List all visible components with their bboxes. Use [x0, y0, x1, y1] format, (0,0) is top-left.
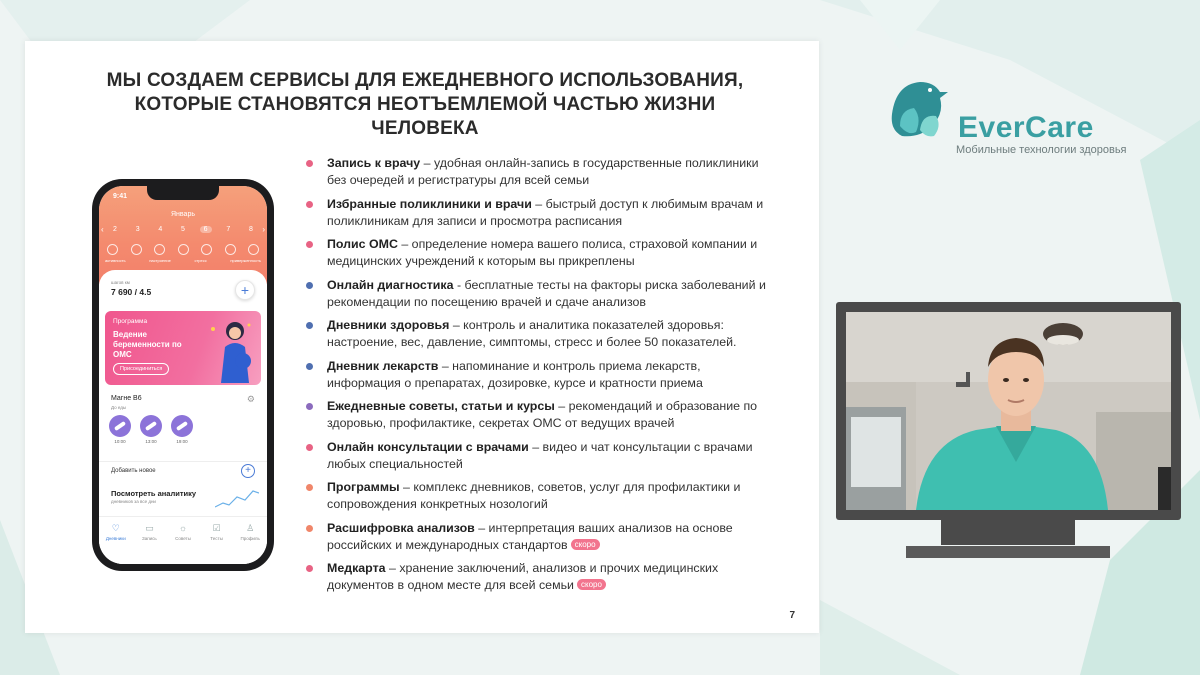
phone-day: 3: [135, 226, 140, 233]
phone-add-new-row: [99, 461, 267, 481]
slide-title-line-2: КОТОРЫЕ СТАНОВЯТСЯ НЕОТЪЕМЛЕМОЙ ЧАСТЬЮ ЖИЗНИ ЧЕЛОВЕКА: [134, 94, 716, 139]
logo-wordmark: EverCare: [958, 111, 1094, 144]
dose-time: 19:00: [176, 439, 188, 444]
phone-day: 5: [181, 226, 185, 233]
phone-stats-value: 7 690 / 4.5: [111, 287, 152, 297]
phone-day: 4: [158, 226, 163, 233]
legend-item: приверженность: [230, 258, 261, 263]
medicine-schedule: [109, 415, 193, 444]
medicine-name: Магне В6: [111, 395, 142, 402]
activity-icon: [107, 244, 118, 255]
phone-month: Январь: [171, 211, 195, 218]
feature-title: Избранные поликлиники и врачи: [327, 196, 532, 211]
tab-label: Дневники: [105, 536, 126, 541]
tab-label: Профиль: [240, 536, 260, 541]
phone-day-current: 6: [200, 226, 212, 233]
bulb-icon: ☼: [178, 523, 188, 533]
bullet-dot-icon: [306, 565, 313, 572]
feature-title: Дневник лекарств: [327, 358, 439, 373]
bullet-dot-icon: [306, 484, 313, 491]
phone-stats-label: шагов км: [111, 280, 130, 285]
feature-item: [306, 236, 776, 277]
bullet-dot-icon: [306, 201, 313, 208]
analytics-chart-icon: [215, 487, 259, 511]
feature-item: [306, 358, 776, 399]
calendar-icon: ▭: [145, 523, 154, 533]
chevron-left-icon: ‹: [101, 225, 104, 234]
feature-title: Дневники здоровья: [327, 318, 450, 332]
phone-day: 7: [226, 226, 231, 233]
feature-title: Полис ОМС: [327, 237, 398, 251]
feature-title: Онлайн консультации с врачами: [327, 439, 529, 454]
banner-title: Ведение беременности по ОМС: [113, 330, 182, 359]
phone-program-banner: [105, 311, 261, 385]
phone-mockup: [92, 179, 274, 571]
pill-dose: [140, 415, 162, 444]
slide-title: [85, 69, 765, 141]
checkbox-icon: ☑: [212, 523, 221, 533]
phone-analytics-card: [99, 483, 267, 515]
pill-icon: [140, 415, 162, 437]
feature-item: [306, 439, 776, 480]
plus-icon: +: [241, 464, 255, 478]
bullet-dot-icon: [306, 282, 313, 289]
bullet-dot-icon: [306, 403, 313, 410]
gear-icon: ⚙: [246, 394, 255, 404]
feature-item: [306, 317, 776, 358]
pill-icon: [171, 415, 193, 437]
metric-icon: [154, 244, 165, 255]
bullet-dot-icon: [306, 241, 313, 248]
video-feed-monitor: [836, 302, 1181, 520]
slide-title-line-1: МЫ СОЗДАЕМ СЕРВИСЫ ДЛЯ ЕЖЕДНЕВНОГО ИСПОЛЬЗОВАНИЯ,: [106, 70, 744, 91]
phone-day: 8: [248, 226, 253, 233]
phone-tab-profile: [236, 523, 264, 564]
plus-icon: +: [235, 280, 255, 300]
feature-description: – определение номера вашего полиса, страховой компании и медицинских учреждений к которым вы прикреплены: [327, 237, 758, 268]
phone-tab-tests: [203, 523, 231, 564]
pill-dose: [171, 415, 193, 444]
feature-description: – видео и чат консультации с врачами любых специальностей: [327, 439, 753, 471]
feature-item: [306, 398, 776, 439]
banner-tag: Программа: [113, 318, 148, 325]
feature-description: - бесплатные тесты на факторы риска заболеваний и рекомендации по посещению врачей и сдаче анализов: [327, 277, 766, 309]
phone-status-time: 9:41: [113, 193, 128, 200]
analytics-subtitle: дневников за все дни: [111, 499, 156, 504]
legend-item: активность: [105, 258, 126, 263]
phone-tab-tips: [169, 523, 197, 564]
feature-item: [306, 560, 776, 601]
phone-tab-bar: [99, 516, 267, 564]
feature-title: Расшифровка анализов: [327, 520, 475, 535]
tab-label: Запись: [142, 536, 157, 541]
add-new-label: Добавить новое: [111, 468, 156, 474]
phone-tab-appointment: [135, 523, 163, 564]
feature-list: [306, 155, 776, 601]
user-icon: ♙: [246, 523, 255, 533]
feature-description: – быстрый доступ к любимым врачам и поликлиникам для записи и просмотра расписания: [327, 196, 764, 228]
bullet-dot-icon: [306, 160, 313, 167]
feature-description: – хранение заключений, анализов и прочих медицинских документов в одном месте для всей семьи: [327, 561, 719, 592]
feature-item: [306, 277, 776, 318]
medicine-note: До еды: [111, 405, 127, 410]
heart-icon: ♡: [111, 523, 120, 533]
feature-description: – рекомендаций и образование по здоровью, профилактике, секретах ОМС от ведущих врачей: [327, 399, 758, 430]
dose-time: 13:00: [145, 439, 157, 444]
feature-title: Медкарта: [327, 561, 386, 575]
phone-metric-icons: [107, 244, 259, 255]
feature-item: [306, 520, 776, 561]
monitor-stand-neck: [941, 520, 1075, 545]
phone-days-row: [109, 226, 257, 233]
tab-label: Советы: [175, 536, 191, 541]
bullet-dot-icon: [306, 322, 313, 329]
soon-badge: скоро: [571, 539, 600, 550]
page-number: 7: [789, 610, 795, 621]
phone-screen: [99, 186, 267, 564]
phone-day: 2: [113, 226, 117, 233]
feature-description: – комплекс дневников, советов, услуг для профилактики и сопровождения конкретных нозологий: [327, 480, 741, 511]
tab-label: Тесты: [210, 536, 223, 541]
feature-description: – контроль и аналитика показателей здоровья: настроение, вес, давление, симптомы, стресс и более 50 показателей.: [327, 318, 737, 349]
feature-item: [306, 479, 776, 520]
logo-tagline: Мобильные технологии здоровья: [956, 144, 1127, 156]
feature-item: [306, 196, 776, 237]
feature-item: [306, 155, 776, 196]
phone-tab-diaries: [102, 523, 130, 564]
presentation-slide: [25, 41, 819, 633]
legend-item: стресс: [194, 258, 207, 263]
monitor-stand-base: [906, 546, 1110, 558]
feature-title: Онлайн диагностика: [327, 277, 454, 292]
analytics-title: Посмотреть аналитику: [111, 489, 197, 498]
metric-icon: [225, 244, 236, 255]
chevron-right-icon: ›: [262, 225, 265, 234]
pill-dose: [109, 415, 131, 444]
phone-medicine-card: [99, 389, 267, 459]
evercare-logo: [886, 78, 1136, 160]
banner-join-button: Присоединиться: [113, 363, 169, 375]
metric-icon: [248, 244, 259, 255]
phone-legend: [105, 258, 261, 263]
metric-icon: [178, 244, 189, 255]
metric-icon: [201, 244, 212, 255]
pregnant-woman-illustration-icon: [205, 317, 255, 383]
bullet-dot-icon: [306, 363, 313, 370]
feature-description: – напоминание и контроль приема лекарств, информация о препаратах, дозировке, курсе и кратности приема: [327, 358, 703, 390]
feature-title: Ежедневные советы, статьи и курсы: [327, 399, 555, 413]
feature-description: – удобная онлайн-запись в государственные поликлиники без очередей и регистратуры для всей семьи: [327, 156, 759, 187]
bullet-dot-icon: [306, 525, 313, 532]
dose-time: 10:00: [114, 439, 126, 444]
speaker-video-frame: [846, 312, 1171, 510]
bullet-dot-icon: [306, 444, 313, 451]
soon-badge: скоро: [577, 579, 606, 590]
speaker-video: [846, 312, 1171, 510]
pill-icon: [109, 415, 131, 437]
mood-icon: [131, 244, 142, 255]
phone-notch: [147, 186, 219, 200]
feature-title: Запись к врачу: [327, 156, 421, 170]
feature-description: – интерпретация ваших анализов на основе российских и международных стандартов: [327, 520, 733, 552]
legend-item: настроение: [149, 258, 171, 263]
bird-logo-icon: [886, 78, 958, 144]
feature-title: Программы: [327, 480, 400, 494]
